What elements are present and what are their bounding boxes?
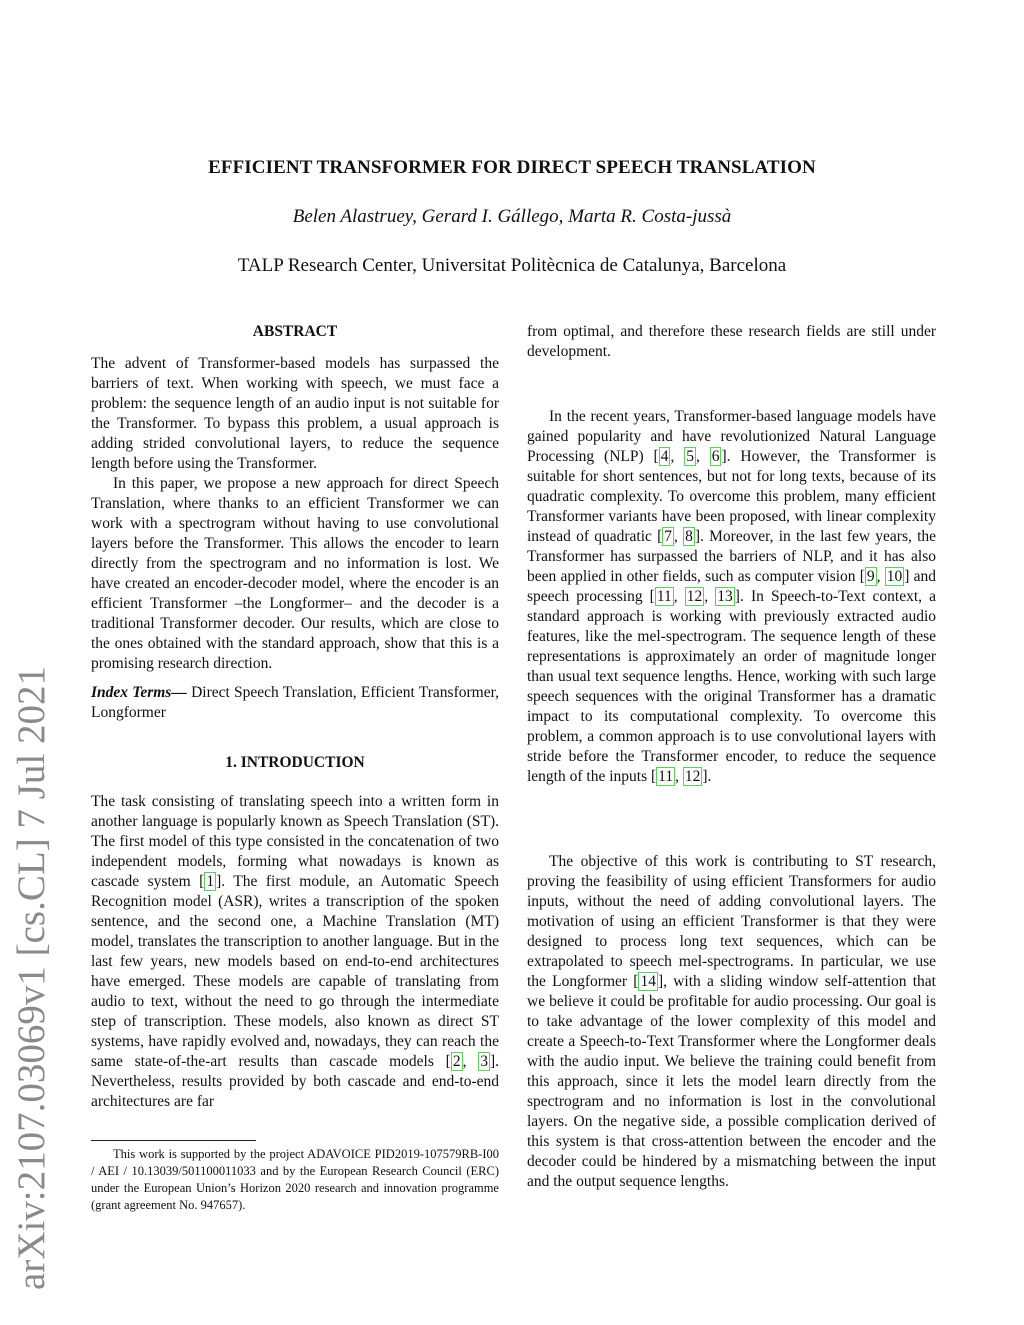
right-column [527,322,936,362]
abstract-heading: ABSTRACT [252,323,338,340]
arxiv-sidebar-stamp: arXiv:2107.03069v1 [cs.CL] 7 Jul 2021 [10,666,53,1290]
citation-link[interactable]: 8 [685,528,693,545]
citation-link[interactable]: 5 [686,448,694,465]
index-terms-text: Direct Speech Translation, Efficient Transformer, Longformer [91,684,499,721]
abstract-paragraph-1: The advent of Transformer-based models has surpassed the barriers of text. When working with speech, we must face a problem: the sequence length of an audio input is not suitable for the Transformer. To bypass this problem, a usual approach is adding strided convolutional layers, to reduce the sequence length before using the Transformer. [91,355,499,472]
citation-link[interactable]: 3 [480,1053,488,1070]
left-column [91,322,499,1112]
introduction-heading: 1. INTRODUCTION [225,754,365,771]
paper-authors: Belen Alastruey, Gerard I. Gállego, Marta R. Costa-jussà [292,206,732,227]
citation-link[interactable]: 12 [684,768,701,785]
citation-link[interactable]: 7 [664,528,673,545]
citation-link[interactable]: 1 [206,873,215,890]
citation-link[interactable]: 14 [640,973,656,990]
footnote: This work is supported by the project ADAVOICE PID2019-107579RB-I00 / AEI / 10.13039/501100011033 and by the European Research Council (ERC) under the European Union’s Horizon 2020 research and innovation programme (grant agreement No. 947657). [91,1147,499,1212]
introduction-paragraph-1: The task consisting of translating speech into a written form in another language is popularly known as Speech Translation (ST). The first model of this type consisted in the concatenation of two independent models, forming what nowadays is known as cascade system [ 1 ]. The first module, an Automatic Speech Recognition model (ASR), writes a transcription of the spoken sentence, and the second one, a Machine Translation (MT) model, translates the transcription to another language. But in the last few years, new models based on end-to-end architectures have emerged. These models are capable of translating from audio to text, without the need to go through the intermediate step of transcription. These models, also known as direct ST systems, have rapidly evolved and, nowadays, they can reach the same state-of-the-art results than cascade models [ 2 , 3 ]. Nevertheless, results provided by both cascade and end-to-end architectures are far [91,793,500,1110]
citation-link[interactable]: 13 [717,588,733,605]
right-column-paragraph-3-block [527,852,936,1192]
paper-affiliation: TALP Research Center, Universitat Politècnica de Catalunya, Barcelona [237,255,787,276]
citation-link[interactable]: 2 [452,1053,461,1070]
right-column-paragraph-2-block [527,407,936,787]
paper-title: EFFICIENT TRANSFORMER FOR DIRECT SPEECH TRANSLATION [208,157,816,178]
index-terms [91,683,499,723]
introduction-paragraph-3: The objective of this work is contributing to ST research, proving the feasibility of using efficient Transformers for audio inputs, without the need of adding convolutional layers. The motivation of using an efficient Transformer is that they were designed to process long text sequences, which can be extrapolated to speech mel-spectrograms. In particular, we use the Longformer [ 14 ], with a sliding window self-attention that we believe it could be profitable for audio processing. Our goal is to take advantage of the lower complexity of this model and create a Speech-to-Text Transformer where the Longformer deals with the audio input. We believe the training could benefit from this approach, since it lets the model learn directly from the spectrogram and no information is lost in the convolutional layers. On the negative side, a possible complication derived of this system is that cross-attention between the encoder and the decoder could be hindered by a mismatching between the input and the output sequence lengths. [527,853,936,1190]
citation-link[interactable]: 4 [660,448,669,465]
abstract-paragraph-2: In this paper, we propose a new approach for direct Speech Translation, where thanks to an efficient Transformer we can work with a spectrogram without having to use convolutional layers before the Transformer. This allows the encoder to learn directly from the spectrogram and no information is lost. We have created an encoder-decoder model, where the encoder is an efficient Transformer –the Longformer– and the decoder is a traditional Transformer decoder. Our results, which are close to the ones obtained with the standard approach, show that this is a promising research direction. [91,475,499,672]
citation-link[interactable]: 10 [886,568,903,585]
intro-continued-paragraph: from optimal, and therefore these research fields are still under development. [527,323,936,360]
citation-link[interactable]: 12 [686,588,703,605]
citation-link[interactable]: 6 [711,448,720,465]
citation-link[interactable]: 11 [658,768,674,785]
citation-link[interactable]: 11 [656,588,672,605]
footnote-rule [91,1140,256,1141]
citation-link[interactable]: 9 [866,568,875,585]
index-terms-label: Index Terms— [91,684,187,701]
introduction-paragraph-2: In the recent years, Transformer-based language models have gained popularity and have revolutionized Natural Language Processing (NLP) [ 4 , 5 , 6 ]. However, the Transformer is suitable for short sentences, but not for long texts, because of its quadratic complexity. To overcome this problem, many efficient Transformer variants have been proposed, with linear complexity instead of quadratic [ 7 , 8 ]. Moreover, in the last few years, the Transformer has surpassed the barriers of NLP, and it has also been applied in other fields, such as computer vision [ 9 , 10 ] and speech processing [ 11 , 12 , 13 ]. In Speech-to-Text context, a standard approach is working with previously extracted audio features, like the mel-spectrogram. The sequence length of these representations is approximately an order of magnitude longer than usual text sequence lengths. Hence, working with such large speech sequences with the original Transformer has a dramatic impact to its computational complexity. To overcome this problem, a common approach is to use convolutional layers with stride before the Transformer encoder, to reduce the sequence length of the inputs [ 11 , 12 ]. [527,408,937,785]
